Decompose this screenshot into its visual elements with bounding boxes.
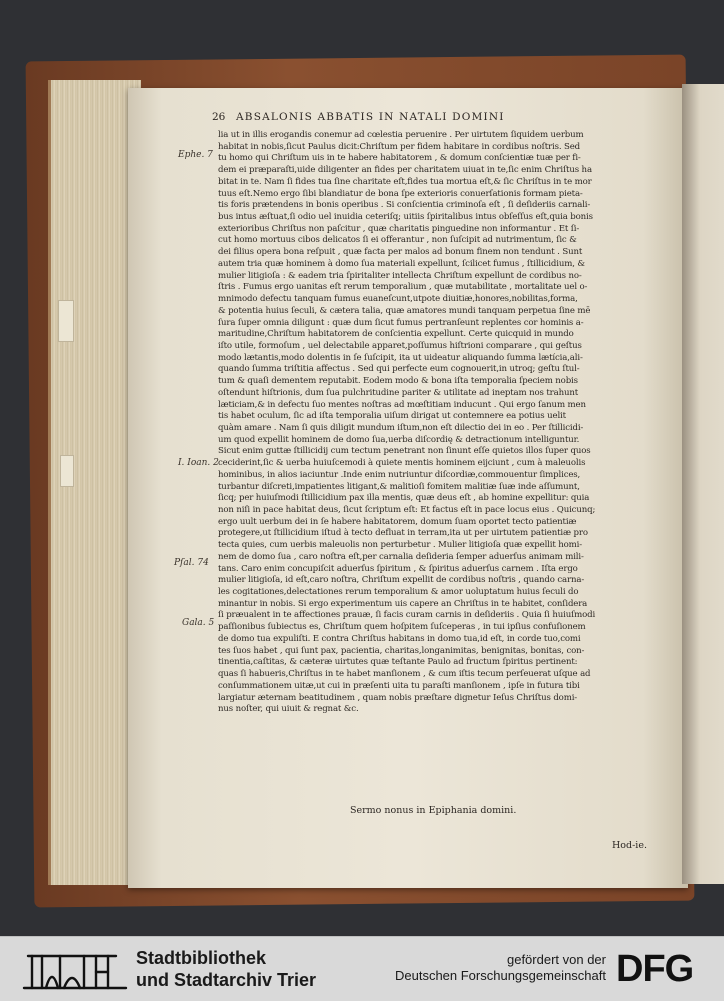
text-line: dem ei præparaſti,uide diligenter an fides per charitatem uiuat in te,ſic enim Chriſtus ha	[218, 165, 592, 176]
text-line: tis foris prætendens in bonis operibus . Si conſcientia criminoſa eſt , ſi deſideriis carnali-	[218, 200, 591, 211]
text-line: bitat in te. Nam ſi fides tua ſine charitate eſt,fides tua mortua eſt,& ſic Chriſtus in te mor	[218, 176, 592, 187]
marginal-note: Pſal. 74	[174, 558, 209, 568]
text-line: conſummationem uitæ,ut cui in præſenti uita tu paraſti manſionem , ipſe in futura tibi	[218, 680, 580, 691]
text-line: modo lætantis,modo dolentis in ſe ſuſcipit, ita ut uideatur aliquando ſumma lætícia,ali-	[218, 352, 583, 363]
running-head	[212, 111, 505, 123]
page-tab	[60, 455, 74, 487]
text-line: ſtris . Fumus ergo uanitas eſt rerum temporalium , quæ mutabilitate , mortalitate uel o-	[218, 282, 588, 293]
text-line: & potentia huius ſeculi, & cætera talia, quæ amatores mundi tanquam perpetua ſine mē	[218, 305, 591, 316]
trier-library-logo	[22, 948, 130, 992]
text-line: quàm amare . Nam ſi quis diligit mundum iſtum,non eſt dilectio dei in eo . Per ſtillicidi-	[218, 422, 584, 433]
funding-line2: Deutschen Forschungsgemeinschaft	[394, 968, 606, 983]
text-line: tecta quies, cum uerbis maleuolis non perturbetur . Mulier litigioſa quæ expellit homi-	[218, 540, 583, 551]
page-number: 26	[212, 111, 226, 123]
facing-page	[682, 84, 724, 884]
text-line: lia ut in illis erogandis conemur ad cœlestia peruenire . Per uirtutem ſiquidem uerbum	[218, 130, 584, 140]
text-line: ſicq; per huiuſmodi ſtillicidium pax illa mentis, quæ deus eſt , ab homine expellitur: quia	[218, 493, 590, 504]
text-line: hominibus, in alios iaciuntur .Inde enim nutriuntur diſcordiæ,commouentur ſimplices,	[218, 469, 581, 480]
marginal-note: Gala. 5	[182, 618, 215, 628]
text-line: Sicut enim guttæ ſtillicidij cum tectum penetrant non ſinunt eſſe quietos illos ſuper quos	[218, 446, 591, 457]
text-line: mulier litigioſa, id eſt,caro noſtra, Chriſtum expellit de cordibus noſtris , quando carna-	[218, 575, 585, 586]
text-line: tes ſuos habet , qui ſunt pax, pacientia, charitas,longanimitas, benignitas, bonitas, con-	[218, 645, 585, 656]
text-line: paſſionibus ſubiectus es, Chriſtum quem hoſpitem ſuſceperas , in tui ipſius confuſionem	[218, 622, 586, 633]
text-line: tinentia,caſtitas, & cæteræ uirtutes quæ teſtante Paulo ad fructum ſpiritus pertinent:	[218, 657, 578, 668]
text-line: mulier litigioſa : & eadem tria ſpiritaliter intellecta Chriſtum expellunt de cordibus no-	[218, 270, 582, 281]
text-line: iſto utile, formoſum , uel delectabile apparet,poſſumus hiſtrioni comparare , qui geſtus	[218, 340, 582, 351]
text-line: minantur in nobis. Si ergo experimentum uis capere an Chriſtus in te habitet, conſidera	[218, 598, 588, 609]
text-line: non niſi in pace habitat deus, ſicut ſcriptum eſt: Et factus eſt in pace locus eius . Quicunq;	[218, 505, 596, 515]
text-line: nem de domo ſua , caro noſtra eſt,per carnalia deſideria ſemper aduerſus animam mili-	[218, 551, 584, 562]
text-line: tans. Caro enim concupiſcit aduerſus ſpiritum , & ſpiritus aduerſus carnem . Iſta ergo	[218, 563, 578, 574]
marginal-note: I. Ioan. 2	[178, 458, 219, 468]
running-head-title: ABSALONIS ABBATIS IN NATALI DOMINI	[236, 111, 505, 123]
text-line: cut homo mortuus cibos delicatos ſi ei offerantur , non ſuſcipit ad nutrimentum, ſic &	[218, 235, 577, 246]
section-heading: Sermo nonus in Epiphania domini.	[350, 805, 517, 816]
text-line: dei filius opera bona reſpuit , quæ facta per malos ad bonum finem non tendunt . Sunt	[218, 247, 583, 258]
library-name-line2: und Stadtarchiv Trier	[136, 970, 317, 990]
text-line: nus noſter, qui uiuit & regnat &c.	[218, 704, 359, 715]
text-line: ergo uult uerbum dei in ſe habere habitatorem, domum ſuam oportet tecto patientiæ	[218, 516, 577, 527]
text-line: exterioribus Chriſtus non paſcitur , quæ charitatis pinguedine non informantur . Et ſi-	[218, 223, 580, 234]
text-line: autem tria quæ hominem à domo ſua materiali expellunt, ſcilicet fumus , ſtillicidium, &	[218, 258, 585, 269]
text-line: turbantur diſcreti,impatientes litigant,& malitioſi fomitem malitiæ ſuæ inde aſſumunt,	[218, 481, 580, 492]
text-line: tu homo qui Chriſtum uis in te habere habitatorem , & domum conſcientiæ tuæ per fi-	[218, 153, 581, 164]
text-line: de domo tua expuliſti. E contra Chriſtus habitans in domo tua,id eſt, in corde tuo,comi	[218, 633, 581, 644]
text-line: quando ſumma triſtitia affectus . Sed qui perfecte eum cognouerit,in utroq; geſtu ſtul-	[218, 364, 580, 375]
dfg-logo	[616, 948, 712, 986]
marginal-note: Ephe. 7	[178, 150, 213, 160]
catchword: Hod-ie.	[612, 840, 647, 851]
text-line: les cogitationes,delectationes rerum temporalium & amor uoluptatum huius ſeculi do	[218, 587, 579, 598]
text-line: tis habet oculum, ſic ad iſta temporalia uiſum dirigat ut contemnere ea potius uelit	[218, 411, 566, 422]
text-line: mnimodo defectu tanquam fumus euaneſcunt,utpote diuitiæ,honores,nobilitas,forma,	[218, 294, 578, 305]
text-line: tuus eſt.Nemo ergo ſibi blandiatur de bona ſpe exterioris conuerſationis formam pieta-	[218, 188, 583, 199]
text-line: habitat in nobis,ſicut Paulus dicit:Chriſtum per fidem habitare in cordibus noſtris. Sed	[218, 141, 581, 152]
text-line: quas ſi habueris,Chriſtus in te habet manſionem , & cum iſtis tecum perſeuerat uſque ad	[218, 669, 591, 680]
library-name-line1: Stadtbibliothek	[136, 948, 266, 968]
text-line: protegere,ut ſtillicidium iſtud à tecto defluat in terram,ita ut per uirtutem patientiæ pro	[218, 528, 588, 539]
text-line: bus intus æſtuat,ſi odio uel inuidia ceteriſq; uitiis ſpiritalibus intus obſeſſus eſt,quia bonis	[218, 212, 593, 223]
text-line: ſi præualent in te affectiones prauæ, ſi facis curam carnis in deſideriis . Quia ſi huiuſmodi	[218, 610, 596, 621]
body-text	[218, 130, 642, 716]
text-line: ceciderint,ſic & uerba huiuſcemodi à quiete mentis hominem eijciunt , cum à maleuolis	[218, 458, 586, 469]
text-line: um quod expellit hominem de domo ſua,uerba diſcordię & detractionum intelliguntur.	[218, 434, 580, 445]
dfg-logo-text: DFG	[616, 948, 694, 986]
text-line: oſtendunt hiſtrionis, dum ſua pulchritudine pariter & utilitate ad ineptam nos trahunt	[218, 387, 579, 398]
text-line: maritudine,Chriſtum habitatorem de conſcientia expellunt. Certe quicquid in mundo	[218, 329, 574, 340]
page-tab	[58, 300, 74, 342]
text-line: læticiam,& in defectu ſuo mentes noſtras ad mœſtitiam inducunt . Qui ergo ſanum men	[218, 399, 586, 410]
text-line: ſura ſuper omnia diligunt : quæ dum ſicut fumus pertranſeunt replentes cor hominis a-	[218, 317, 584, 328]
funding-line1: gefördert von der	[506, 952, 606, 967]
text-line: tum & quaſi dementem reputabit. Eodem modo & bona iſta temporalia ſpeciem nobis	[218, 376, 578, 387]
text-line: largiatur æternam beatitudinem , quam nobis præſtare dignetur Ieſus Chriſtus domi-	[218, 692, 578, 703]
